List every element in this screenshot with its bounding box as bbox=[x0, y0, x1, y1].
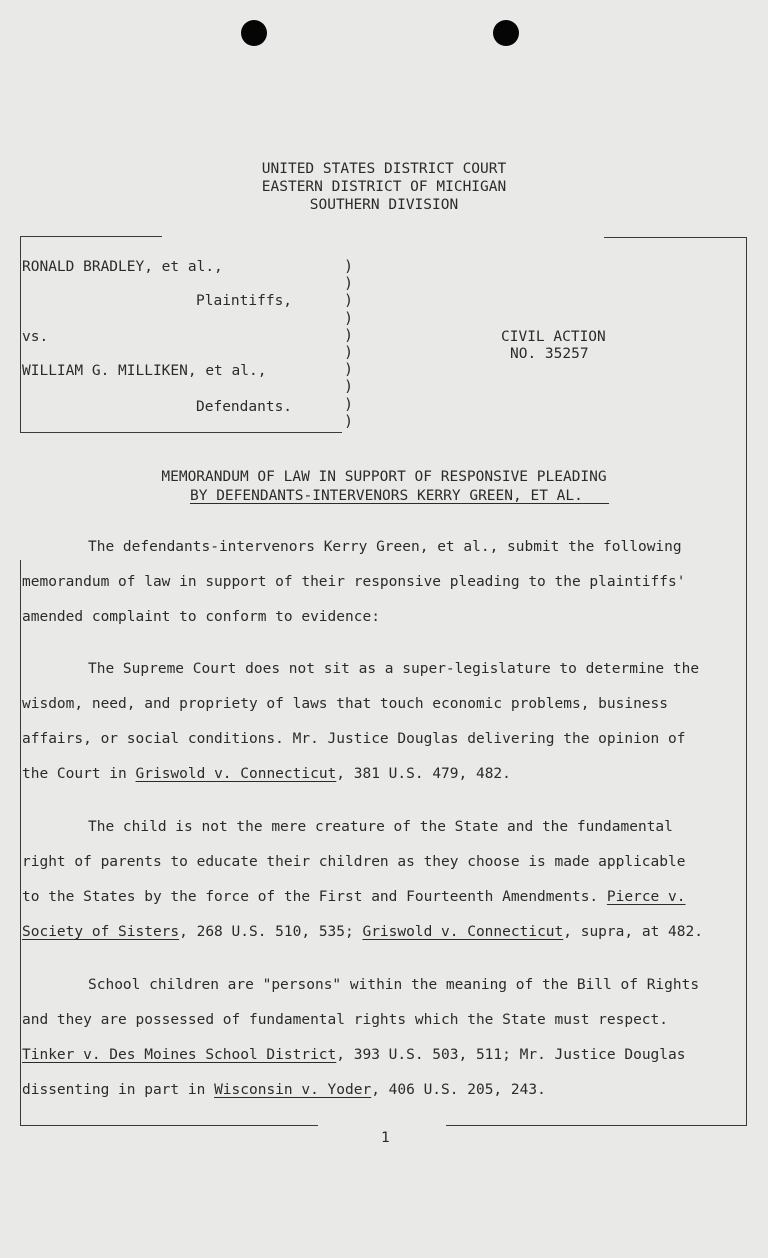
p2-line4: the Court in Griswold v. Connecticut, 381 U.S. 479, 482. bbox=[22, 766, 511, 782]
caption-top-line-left bbox=[20, 236, 162, 237]
paragraph-2 bbox=[22, 652, 742, 792]
p3-line4: Society of Sisters, 268 U.S. 510, 535; Griswold v. Connecticut, supra, at 482. bbox=[22, 924, 703, 940]
paren: ) bbox=[344, 394, 354, 413]
caption-bottom-line bbox=[20, 432, 342, 433]
court-name: UNITED STATES DISTRICT COURT bbox=[261, 161, 507, 177]
civil-action-number: NO. 35257 bbox=[510, 346, 589, 362]
p4-line3: Tinker v. Des Moines School District, 393 U.S. 503, 511; Mr. Justice Douglas bbox=[22, 1047, 686, 1063]
case-citation-griswold: Griswold v. Connecticut bbox=[135, 766, 337, 782]
paragraph-1 bbox=[22, 530, 742, 635]
paren: ) bbox=[344, 291, 354, 310]
court-division: SOUTHERN DIVISION bbox=[309, 197, 459, 213]
paren: ) bbox=[344, 411, 354, 430]
plaintiff-name: RONALD BRADLEY, et al., bbox=[22, 259, 223, 275]
civil-action-label: CIVIL ACTION bbox=[501, 329, 606, 345]
page-number: 1 bbox=[381, 1130, 390, 1146]
defendant-name: WILLIAM G. MILLIKEN, et al., bbox=[22, 363, 267, 379]
body-left-border bbox=[20, 560, 21, 1126]
p2-line2: wisdom, need, and propriety of laws that touch economic problems, business bbox=[22, 696, 669, 712]
paren: ) bbox=[344, 257, 354, 275]
plaintiff-role: Plaintiffs, bbox=[196, 293, 293, 309]
case-citation-tinker: Tinker v. Des Moines School District bbox=[22, 1047, 337, 1063]
caption-top-line-right bbox=[604, 237, 747, 238]
caption-parentheses bbox=[344, 258, 353, 430]
paren: ) bbox=[344, 343, 354, 362]
versus-label: vs. bbox=[22, 329, 49, 345]
p2-line3: affairs, or social conditions. Mr. Justice Douglas delivering the opinion of bbox=[22, 731, 686, 747]
p3-line3: to the States by the force of the First and Fourteenth Amendments. Pierce v. bbox=[22, 889, 686, 905]
p1-line1: The defendants-intervenors Kerry Green, et al., submit the following bbox=[88, 539, 682, 555]
defendant-role: Defendants. bbox=[196, 399, 293, 415]
page-right-border bbox=[746, 237, 747, 1125]
paren: ) bbox=[344, 308, 354, 327]
case-citation-yoder: Wisconsin v. Yoder bbox=[214, 1082, 372, 1098]
punch-hole-left bbox=[241, 20, 267, 46]
p3-line1: The child is not the mere creature of the State and the fundamental bbox=[88, 819, 673, 835]
court-district: EASTERN DISTRICT OF MICHIGAN bbox=[261, 179, 507, 195]
footer-line-right bbox=[446, 1125, 747, 1126]
memorandum-title-line2 bbox=[190, 487, 609, 505]
paren: ) bbox=[344, 274, 354, 293]
case-citation-pierce: Pierce v. bbox=[606, 889, 686, 905]
p2-line1: The Supreme Court does not sit as a super-legislature to determine the bbox=[88, 661, 700, 677]
p4-line1: School children are "persons" within the meaning of the Bill of Rights bbox=[88, 977, 700, 993]
p4-line4: dissenting in part in Wisconsin v. Yoder, 406 U.S. 205, 243. bbox=[22, 1082, 546, 1098]
p4-line2: and they are possessed of fundamental rights which the State must respect. bbox=[22, 1012, 669, 1028]
footer-line-left bbox=[20, 1125, 318, 1126]
paragraph-3 bbox=[22, 810, 742, 950]
p1-line3: amended complaint to conform to evidence: bbox=[22, 609, 380, 625]
p3-line2: right of parents to educate their children as they choose is made applicable bbox=[22, 854, 686, 870]
memorandum-title-line1: MEMORANDUM OF LAW IN SUPPORT OF RESPONSIVE PLEADING bbox=[161, 469, 607, 485]
case-citation-society-of-sisters: Society of Sisters bbox=[22, 924, 180, 940]
case-citation-griswold-2: Griswold v. Connecticut bbox=[362, 924, 564, 940]
p1-line2: memorandum of law in support of their responsive pleading to the plaintiffs' bbox=[22, 574, 686, 590]
paren: ) bbox=[344, 360, 354, 379]
punch-hole-right bbox=[493, 20, 519, 46]
paren: ) bbox=[344, 377, 354, 396]
paragraph-4 bbox=[22, 968, 742, 1108]
title-line2-text: BY DEFENDANTS-INTERVENORS KERRY GREEN, ET AL. bbox=[190, 488, 583, 504]
paren: ) bbox=[344, 325, 354, 344]
caption-left-border bbox=[20, 236, 21, 432]
